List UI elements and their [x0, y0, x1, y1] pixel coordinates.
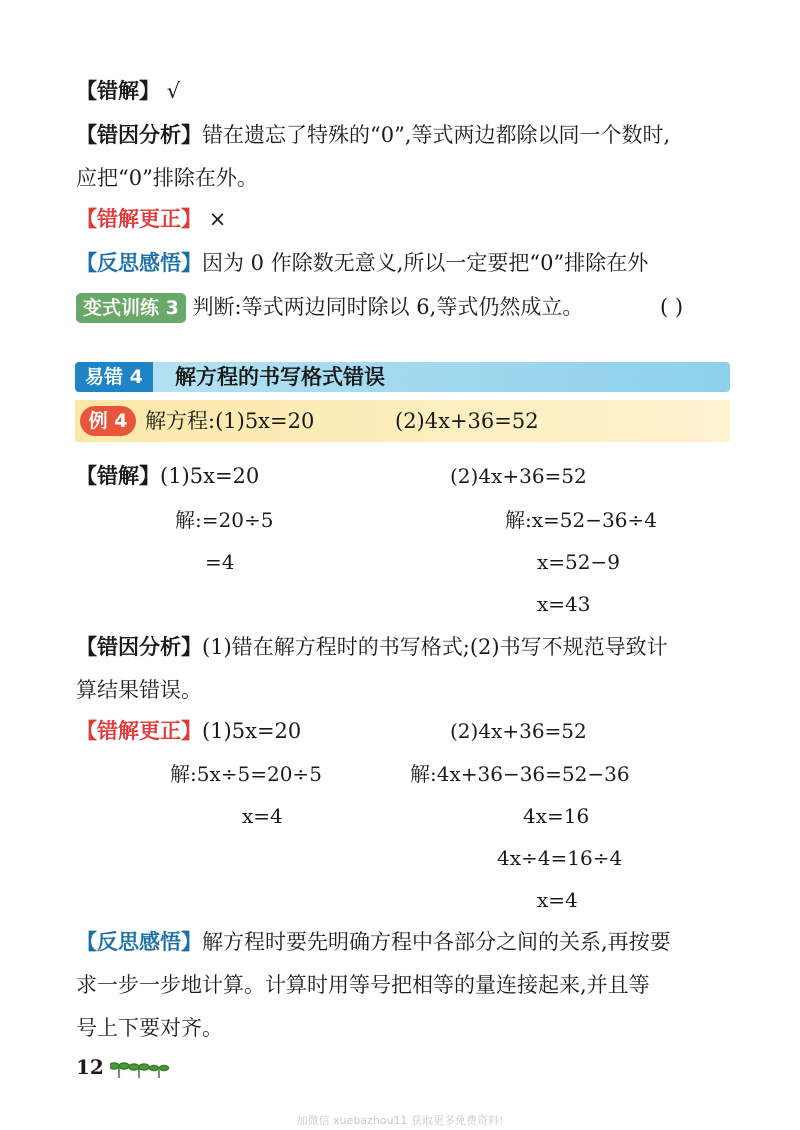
wrong-p2-step-2: x=52−9 [537, 550, 620, 574]
sprout-decoration-icon [110, 1058, 170, 1080]
error-analysis-text-2: 应把“0”排除在外。 [76, 166, 258, 190]
drill-line [76, 292, 583, 323]
wrong-p1-step-2: =4 [205, 550, 235, 574]
fix-p2-head: (2)4x+36=52 [450, 719, 587, 743]
check-mark: √ [166, 79, 181, 103]
error-analysis-2-text-1: (1)错在解方程时的书写格式;(2)书写不规范导致计 [202, 635, 668, 659]
fix-p1-step-1: 解:5x÷5=20÷5 [170, 762, 322, 786]
correction-label: 【错解更正】 [76, 206, 202, 231]
wrong-p2-step-1: 解:x=52−36÷4 [505, 508, 657, 532]
example-problem-2: (2)4x+36=52 [395, 409, 539, 433]
reflection-line [76, 248, 648, 278]
fix-p2-step-1: 解:4x+36−36=52−36 [410, 762, 630, 786]
reflection-text: 因为 0 作除数无意义,所以一定要把“0”排除在外 [202, 251, 649, 275]
topic-tag: 易错 4 [75, 362, 153, 392]
footer-watermark: 加微信 xuebazhou11 获取更多免费资料! [296, 1114, 504, 1127]
fix-p1-head: (1)5x=20 [202, 719, 302, 743]
wrong-solution-label: 【错解】 [76, 78, 160, 103]
fix-p2-step-4: x=4 [537, 888, 578, 912]
wrong-solution-2-label: 【错解】 [76, 463, 160, 488]
error-analysis-2-line [76, 632, 668, 662]
topic-banner [75, 362, 730, 392]
error-analysis-label: 【错因分析】 [76, 122, 202, 147]
correction-2-line [76, 716, 301, 746]
correction-line [76, 204, 226, 234]
fix-p1-step-2: x=4 [242, 804, 283, 828]
reflection-2-label: 【反思感悟】 [76, 929, 202, 954]
reflection-2-text-3: 号上下要对齐。 [76, 1016, 223, 1040]
wrong-p1-head: (1)5x=20 [160, 464, 260, 488]
error-analysis-text-1: 错在遗忘了特殊的“0”,等式两边都除以同一个数时, [202, 123, 671, 147]
reflection-label: 【反思感悟】 [76, 250, 202, 275]
page-number: 12 [76, 1055, 104, 1079]
fix-p2-step-3: 4x÷4=16÷4 [497, 846, 623, 870]
wrong-p2-step-3: x=43 [537, 592, 591, 616]
error-analysis-line [76, 120, 670, 150]
example-tag: 例 4 [80, 406, 136, 436]
topic-title: 解方程的书写格式错误 [175, 365, 385, 389]
example-bar [75, 400, 730, 442]
wrong-p2-head: (2)4x+36=52 [450, 464, 587, 488]
reflection-2-line [76, 927, 671, 957]
drill-answer-blank[interactable]: ( ) [660, 295, 684, 319]
error-analysis-2-text-2: 算结果错误。 [76, 678, 202, 702]
wrong-p1-step-1: 解:=20÷5 [175, 508, 274, 532]
reflection-2-text-2: 求一步一步地计算。计算时用等号把相等的量连接起来,并且等 [76, 973, 650, 997]
drill-badge: 变式训练 3 [76, 293, 186, 323]
correction-2-label: 【错解更正】 [76, 718, 202, 743]
cross-mark: × [208, 207, 227, 231]
example-problem-1: 解方程:(1)5x=20 [145, 409, 315, 433]
fix-p2-step-2: 4x=16 [523, 804, 590, 828]
wrong-solution-line [76, 76, 180, 106]
drill-text: 判断:等式两边同时除以 6,等式仍然成立。 [192, 295, 584, 319]
wrong-solution-2-line [76, 461, 259, 491]
reflection-2-text-1: 解方程时要先明确方程中各部分之间的关系,再按要 [202, 930, 671, 954]
error-analysis-2-label: 【错因分析】 [76, 634, 202, 659]
